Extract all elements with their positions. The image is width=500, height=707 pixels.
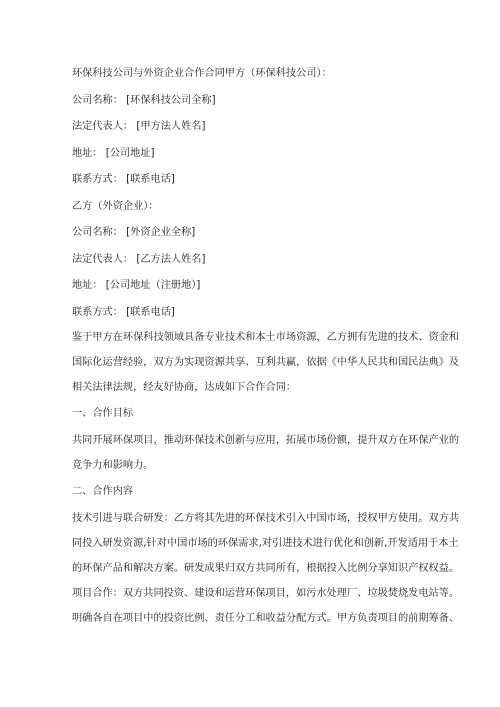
party-a-address: 地址： [公司地址] xyxy=(72,147,155,159)
section-goals-line: 竞争力和影响力。 xyxy=(72,459,154,471)
contract-document xyxy=(72,63,460,629)
party-b-address: 地址： [公司地址（注册地）] xyxy=(72,280,201,291)
preamble-line: 相关法律法规，经友好协商，达成如下合作合同： xyxy=(72,381,297,393)
section-content-line: 同投入研发资源,针对中国市场的环保需求,对引进技术进行优化和创新,开发适用于本土 xyxy=(72,537,459,549)
party-b-contact: 联系方式： [联系电话] xyxy=(72,306,175,318)
section-heading-goals: 一、合作目标 xyxy=(72,408,134,419)
preamble-line: 鉴于甲方在环保科技领域具备专业技术和本土市场资源，乙方拥有先进的技术、资金和 xyxy=(72,331,460,343)
section-goals-line: 共同开展环保项目，推动环保技术创新与应用，拓展市场份额，提升双方在环保产业的 xyxy=(72,434,460,446)
contract-title: 环保科技公司与外资企业合作合同甲方（环保科技公司）： xyxy=(72,68,332,79)
section-content-line: 技术引进与联合研发：乙方将其先进的环保技术引入中国市场，授权甲方使用。双方共 xyxy=(72,512,460,524)
section-heading-content: 二、合作内容 xyxy=(72,486,134,497)
section-content-line: 明确各自在项目中的投资比例、责任分工和收益分配方式。甲方负责项目的前期筹备、 xyxy=(72,612,460,624)
party-b-heading: 乙方（外资企业）： xyxy=(72,200,159,212)
preamble-line: 国际化运营经验，双方为实现资源共享、互利共赢，依据《中华人民共和国民法典》及 xyxy=(72,356,460,368)
party-a-company-name: 公司名称： [环保科技公司全称] xyxy=(72,94,216,106)
section-content-line: 的环保产品和解决方案。研发成果归双方共同所有，根据投入比例分享知识产权权益。 xyxy=(72,562,460,574)
party-b-company-name: 公司名称： [外资企业全称] xyxy=(72,227,196,238)
section-content-line: 项目合作：双方共同投资、建设和运营环保项目，如污水处理厂、垃圾焚烧发电站等。 xyxy=(72,587,460,599)
party-a-legal-rep: 法定代表人： [甲方法人姓名] xyxy=(72,121,206,132)
party-a-contact: 联系方式： [联系电话] xyxy=(72,174,175,185)
party-b-legal-rep: 法定代表人： [乙方法人姓名] xyxy=(72,253,206,265)
